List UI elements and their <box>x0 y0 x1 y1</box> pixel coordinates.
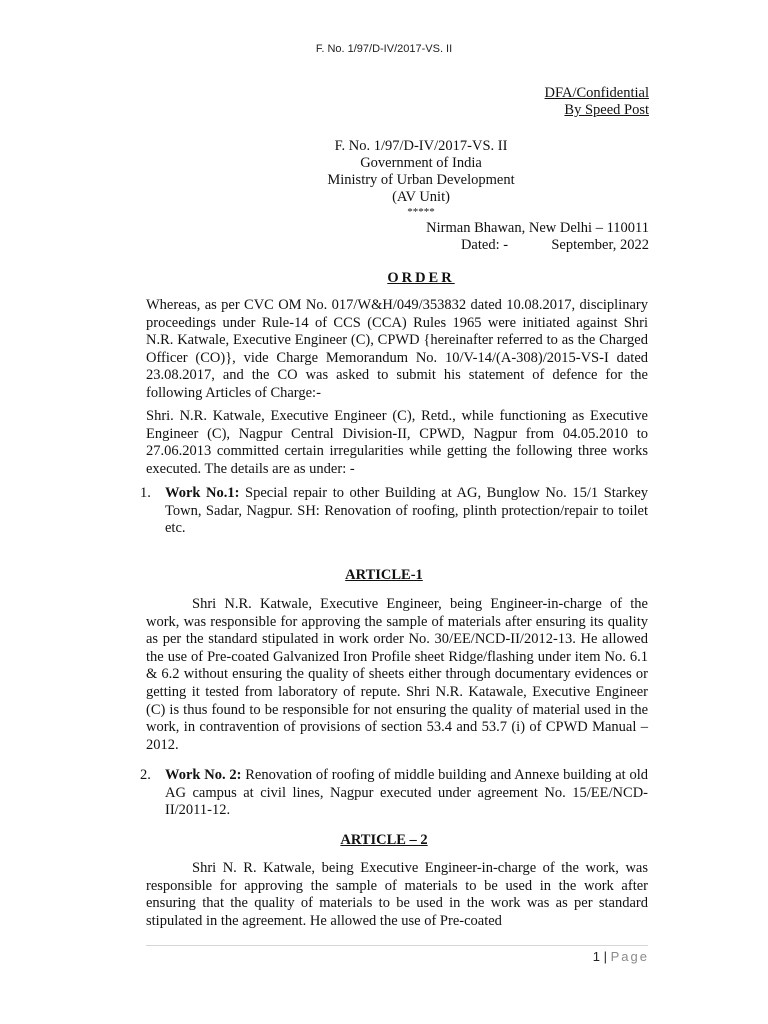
government-line: Government of India <box>360 155 482 171</box>
confidential-block <box>545 85 649 119</box>
confidential-label: DFA/Confidential <box>544 85 649 101</box>
footer-divider <box>146 945 648 946</box>
work-description: Renovation of roofing of middle building and Annexe building at old AG campus at civil lines, Nagpur executed under agreement No. 15/EE/NCD-II/2011-12. <box>165 767 649 819</box>
page-word: Page <box>610 949 649 964</box>
page-number <box>593 949 649 964</box>
stars-separator: ***** <box>407 206 435 218</box>
work-item-2 <box>140 767 649 820</box>
article-2-text: Shri N. R. Katwale, being Executive Engineer-in-charge of the work, was responsible for approving the sample of materials to be used in the work after ensuring that the quality of materials to be used in the work was as per standard stipulated in the agreement. He allowed the use of Pre-coated <box>146 860 648 929</box>
letter-heading <box>0 138 768 219</box>
article-2-title: ARTICLE – 2 <box>340 832 428 848</box>
work-description: Special repair to other Building at AG, Bunglow No. 15/1 Starkey Town, Sadar, Nagpur. SH: Renovation of roofing, plinth protection/repair to toilet etc. <box>165 485 649 537</box>
list-number: 2. <box>140 767 151 783</box>
list-number: 1. <box>140 485 151 501</box>
file-number: F. No. 1/97/D-IV/2017-VS. II <box>334 138 508 154</box>
unit-line: (AV Unit) <box>392 189 450 205</box>
article-1-title: ARTICLE-1 <box>345 567 423 583</box>
page-separator: | <box>603 949 607 964</box>
article-1-text: Shri N.R. Katwale, Executive Engineer, being Engineer-in-charge of the work, was responsible for approving the sample of materials after ensuring its quality as per the standard stipulated in work order No. 30/EE/NCD-II/2012-13. He allowed the use of Pre-coated Galvanized Iron Profile sheet Ridge/flashing under item No. 6.1 & 6.2 without ensuring the quality of sheets either through documentary evidences or getting it tested from laboratory of repute. Shri N.R. Katawale, Executive Engineer (C) is thus found to be responsible for not ensuring the quality of material used in the work, in contravention of provisions of section 53.4 and 53.7 (i) of CPWD Manual – 2012. <box>146 596 648 753</box>
running-header: F. No. 1/97/D-IV/2017-VS. II <box>315 43 453 55</box>
work-item-1 <box>140 485 649 538</box>
dated-label: Dated: - <box>460 237 509 253</box>
ministry-line: Ministry of Urban Development <box>327 172 515 188</box>
order-title: ORDER <box>387 270 455 286</box>
office-address: Nirman Bhawan, New Delhi – 110011 <box>426 220 649 236</box>
dated-value: September, 2022 <box>551 237 649 253</box>
whereas-paragraph: Whereas, as per CVC OM No. 017/W&H/049/353832 dated 10.08.2017, disciplinary proceedings under Rule-14 of CCS (CCA) Rules 1965 were initiated against Shri N.R. Katwale, Executive Engineer (C), CPWD {hereinafter referred to as the Charged Officer (CO)}, vide Charge Memorandum No. 10/V-14/(A-308)/2015-VS-I dated 23.08.2017, and the CO was asked to submit his statement of defence for the following Articles of Charge:- <box>146 297 648 401</box>
work-label: Work No. 2: <box>165 767 242 783</box>
page-number-value: 1 <box>592 949 600 964</box>
irregularities-paragraph: Shri. N.R. Katwale, Executive Engineer (C), Retd., while functioning as Executive Engineer (C), Nagpur Central Division-II, CPWD, Nagpur from 04.05.2010 to 27.06.2013 committed certain irregularities while getting the following three works executed. The details are as under: - <box>146 408 648 477</box>
work-label: Work No.1: <box>165 485 240 501</box>
dated-row <box>461 237 649 254</box>
speed-post-label: By Speed Post <box>564 102 649 118</box>
